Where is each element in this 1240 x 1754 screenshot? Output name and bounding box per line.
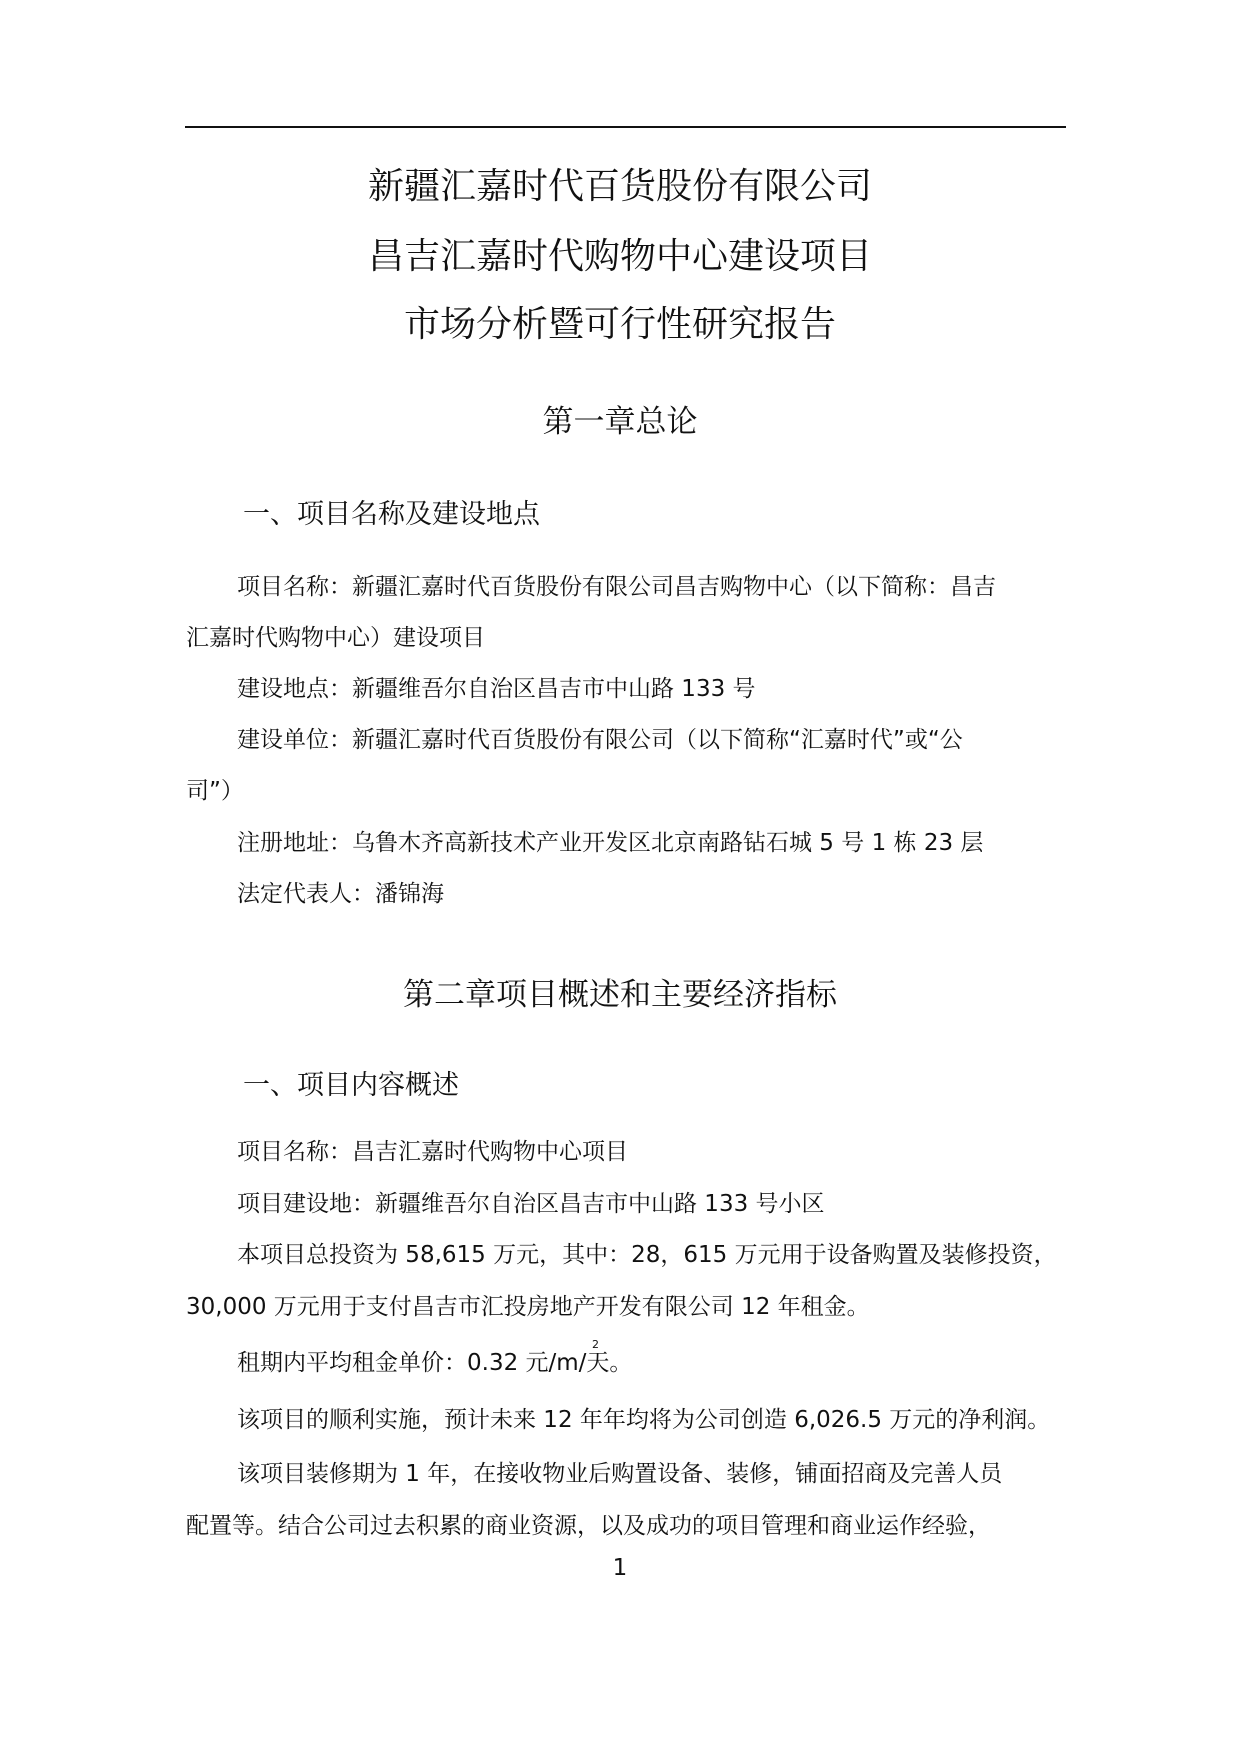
body-line: 汇嘉时代购物中心）建设项目	[186, 625, 485, 651]
body-line: 租期内平均租金单价：0.32 元/m/天。	[237, 1350, 633, 1376]
superscript-2: 2	[592, 1338, 599, 1351]
body-line: 项目名称：昌吉汇嘉时代购物中心项目	[237, 1139, 628, 1165]
body-line: 建设单位：新疆汇嘉时代百货股份有限公司（以下简称“汇嘉时代”或“公	[237, 727, 963, 753]
chapter-2-title: 第二章项目概述和主要经济指标	[403, 977, 837, 1013]
title-line-3: 市场分析暨可行性研究报告	[403, 304, 836, 345]
body-line: 建设地点：新疆维吾尔自治区昌吉市中山路 133 号	[237, 676, 756, 702]
body-line: 该项目装修期为 1 年，在接收物业后购置设备、装修，铺面招商及完善人员	[237, 1461, 1003, 1487]
title-line-1: 新疆汇嘉时代百货股份有限公司	[367, 166, 872, 207]
header-rule	[185, 126, 1066, 128]
page-number: 1	[612, 1555, 628, 1581]
body-line: 该项目的顺利实施，预计未来 12 年年均将为公司创造 6,026.5 万元的净利润。	[237, 1407, 1051, 1433]
chapter-1-title: 第一章总论	[542, 404, 698, 440]
title-line-2: 昌吉汇嘉时代购物中心建设项目	[367, 236, 872, 277]
body-line: 注册地址：乌鲁木齐高新技术产业开发区北京南路钻石城 5 号 1 栋 23 层	[237, 830, 984, 856]
body-line: 30,000 万元用于支付昌吉市汇投房地产开发有限公司 12 年租金。	[186, 1294, 870, 1320]
body-line: 配置等。结合公司过去积累的商业资源，以及成功的项目管理和商业运作经验，	[186, 1513, 991, 1539]
body-line: 项目名称：新疆汇嘉时代百货股份有限公司昌吉购物中心（以下简称：昌吉	[237, 574, 996, 600]
body-line: 本项目总投资为 58,615 万元，其中：28，615 万元用于设备购置及装修投资，	[237, 1242, 1057, 1268]
body-line: 司”）	[186, 778, 244, 804]
body-line: 法定代表人：潘锦海	[237, 881, 444, 907]
body-line: 项目建设地：新疆维吾尔自治区昌吉市中山路 133 号小区	[237, 1191, 825, 1217]
chapter-2-section-heading: 一、项目内容概述	[243, 1070, 459, 1101]
chapter-1-section-heading: 一、项目名称及建设地点	[243, 499, 540, 530]
